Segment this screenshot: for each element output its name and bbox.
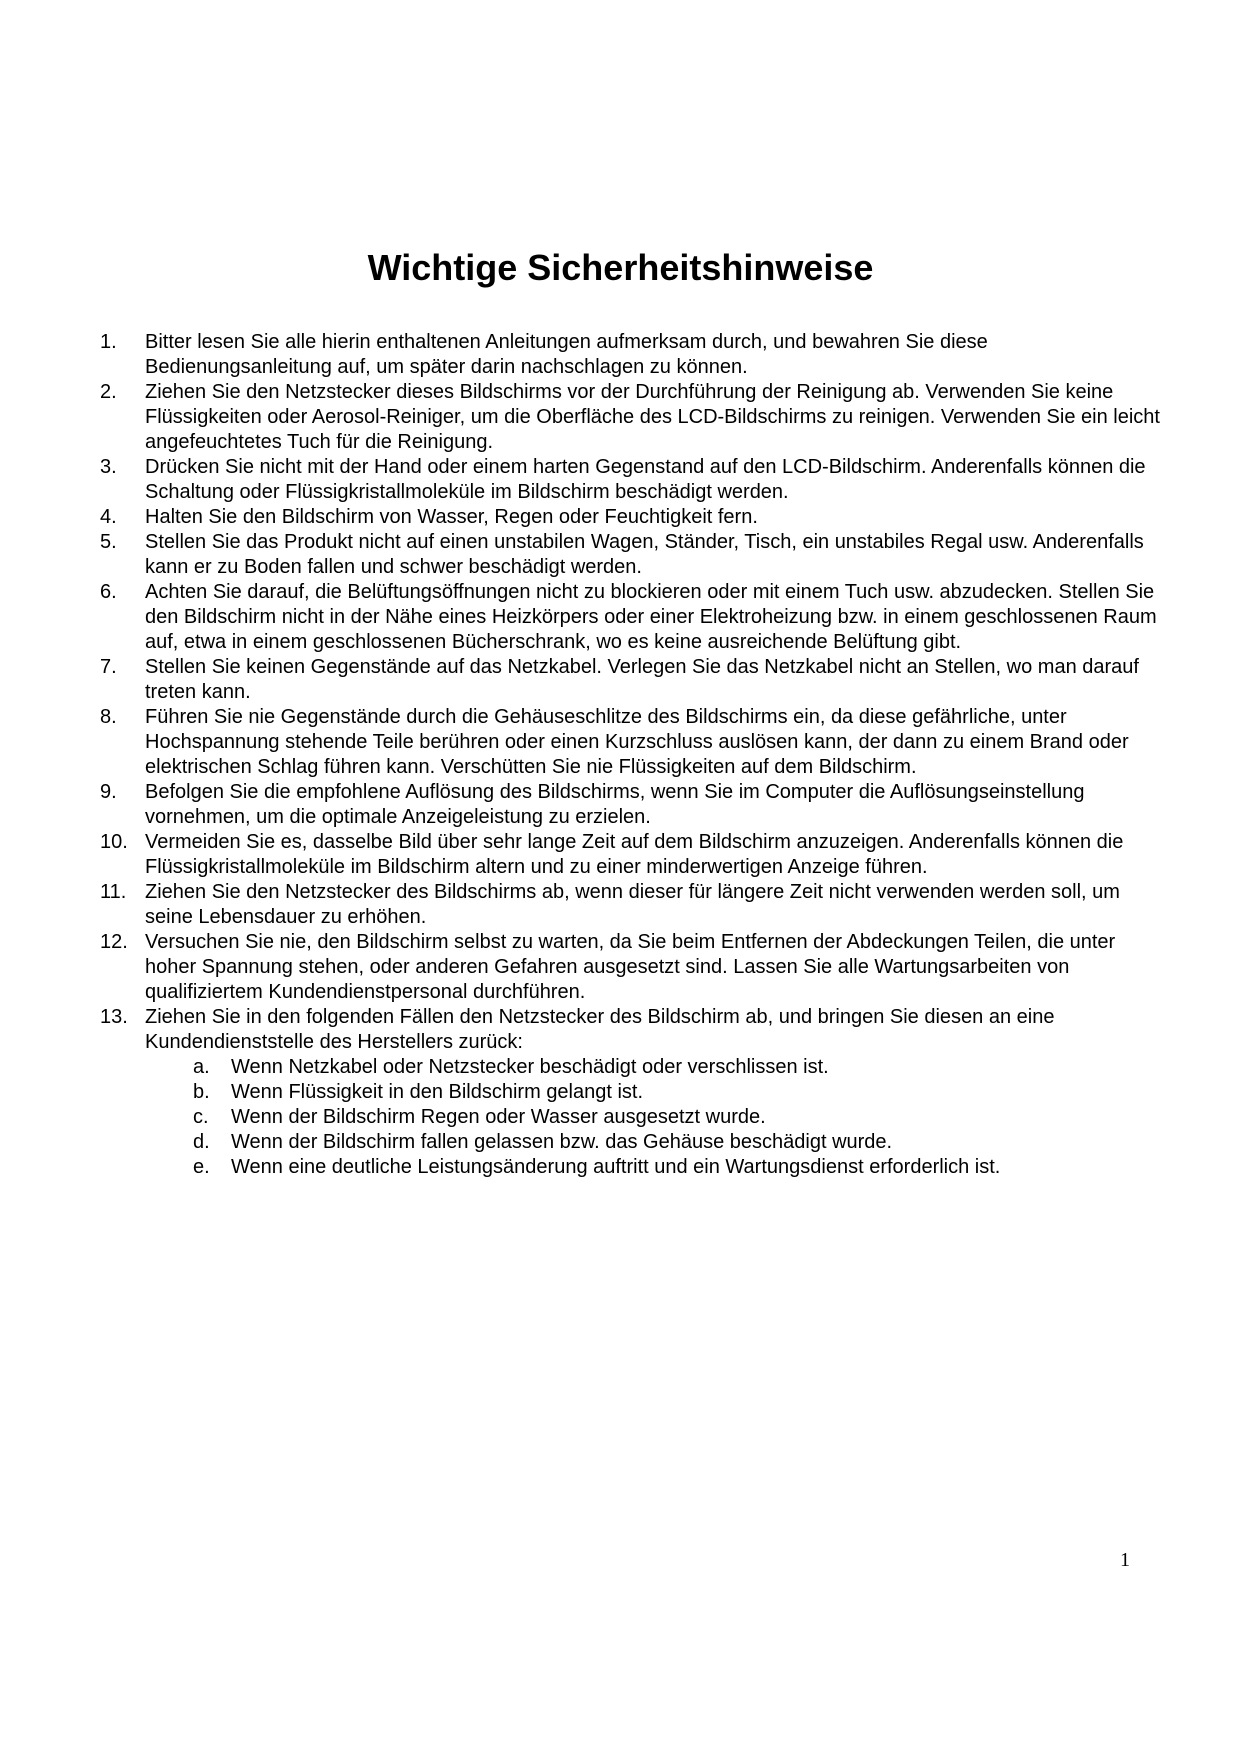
- item-number: 12.: [100, 931, 128, 953]
- page-number: 1: [1120, 1549, 1130, 1571]
- item-text: Ziehen Sie den Netzstecker des Bildschirms ab, wenn dieser für längere Zeit nicht verwenden werden soll, um seine Lebensdauer zu erhöhen.: [145, 881, 1120, 928]
- list-item: [100, 330, 1160, 380]
- sub-item-letter: d.: [193, 1131, 210, 1153]
- sub-list-item: [145, 1105, 1160, 1130]
- sub-list: [145, 1055, 1160, 1180]
- item-text: Achten Sie darauf, die Belüftungsöffnungen nicht zu blockieren oder mit einem Tuch usw. abzudecken. Stellen Sie den Bildschirm nicht in der Nähe eines Heizkörpers oder einer Elektroheizung bzw. in einem geschlossenen Raum auf, etwa in einem geschlossenen Bücherschrank, wo es keine ausreichende Belüftung gibt.: [145, 581, 1157, 653]
- item-text: Ziehen Sie in den folgenden Fällen den Netzstecker des Bildschirm ab, und bringen Sie diesen an eine Kundendienststelle des Herstellers zurück:: [145, 1006, 1055, 1053]
- sub-item-letter: a.: [193, 1056, 210, 1078]
- list-item: [100, 1005, 1160, 1180]
- item-text: Ziehen Sie den Netzstecker dieses Bildschirms vor der Durchführung der Reinigung ab. Verwenden Sie keine Flüssigkeiten oder Aerosol-Reiniger, um die Oberfläche des LCD-Bildschirms zu reinigen. Verwenden Sie ein leicht angefeuchtetes Tuch für die Reinigung.: [145, 381, 1160, 453]
- sub-list-item: [145, 1130, 1160, 1155]
- item-number: 9.: [100, 781, 117, 803]
- item-text: Drücken Sie nicht mit der Hand oder einem harten Gegenstand auf den LCD-Bildschirm. Anderenfalls können die Schaltung oder Flüssigkristallmoleküle im Bildschirm beschädigt werden.: [145, 456, 1146, 503]
- page-title: Wichtige Sicherheitshinweise: [367, 247, 874, 288]
- item-text: Versuchen Sie nie, den Bildschirm selbst zu warten, da Sie beim Entfernen der Abdeckungen Teilen, die unter hoher Spannung stehen, oder anderen Gefahren ausgesetzt sind. Lassen Sie alle Wartungsarbeiten von qualifiziertem Kundendienstpersonal durchführen.: [145, 931, 1116, 1003]
- list-item: [100, 380, 1160, 455]
- item-number: 4.: [100, 506, 117, 528]
- list-item: [100, 830, 1160, 880]
- sub-item-letter: e.: [193, 1156, 210, 1178]
- item-number: 10.: [100, 831, 128, 853]
- item-number: 11.: [100, 881, 127, 903]
- list-item: [100, 780, 1160, 830]
- sub-list-item: [145, 1155, 1160, 1180]
- item-text: Bitter lesen Sie alle hierin enthaltenen Anleitungen aufmerksam durch, und bewahren Sie diese Bedienungsanleitung auf, um später darin nachschlagen zu können.: [145, 331, 988, 378]
- list-item: [100, 880, 1160, 930]
- sub-item-letter: c.: [193, 1106, 209, 1128]
- item-text: Führen Sie nie Gegenstände durch die Gehäuseschlitze des Bildschirms ein, da diese gefährliche, unter Hochspannung stehende Teile berühren oder einen Kurzschluss auslösen kann, der dann zu einem Brand oder elektrischen Schlag führen kann. Verschütten Sie nie Flüssigkeiten auf dem Bildschirm.: [145, 706, 1129, 778]
- list-item: [100, 455, 1160, 505]
- item-number: 13.: [100, 1006, 128, 1028]
- item-text: Halten Sie den Bildschirm von Wasser, Regen oder Feuchtigkeit fern.: [145, 506, 758, 528]
- sub-item-text: Wenn eine deutliche Leistungsänderung auftritt und ein Wartungsdienst erforderlich ist.: [231, 1156, 1001, 1178]
- sub-item-text: Wenn Netzkabel oder Netzstecker beschädigt oder verschlissen ist.: [231, 1056, 829, 1078]
- sub-item-text: Wenn der Bildschirm fallen gelassen bzw. das Gehäuse beschädigt wurde.: [231, 1131, 893, 1153]
- sub-item-text: Wenn der Bildschirm Regen oder Wasser ausgesetzt wurde.: [231, 1106, 766, 1128]
- safety-instructions-list: [100, 330, 1160, 1180]
- item-number: 2.: [100, 381, 117, 403]
- list-item: [100, 930, 1160, 1005]
- item-number: 6.: [100, 581, 117, 603]
- sub-item-letter: b.: [193, 1081, 210, 1103]
- list-item: [100, 580, 1160, 655]
- sub-item-text: Wenn Flüssigkeit in den Bildschirm gelangt ist.: [231, 1081, 644, 1103]
- item-text: Stellen Sie das Produkt nicht auf einen unstabilen Wagen, Ständer, Tisch, ein unstabiles Regal usw. Anderenfalls kann er zu Boden fallen und schwer beschädigt werden.: [145, 531, 1144, 578]
- list-item: [100, 705, 1160, 780]
- item-number: 3.: [100, 456, 117, 478]
- item-number: 5.: [100, 531, 117, 553]
- item-text: Befolgen Sie die empfohlene Auflösung des Bildschirms, wenn Sie im Computer die Auflösungseinstellung vornehmen, um die optimale Anzeigeleistung zu erzielen.: [145, 781, 1085, 828]
- item-number: 8.: [100, 706, 117, 728]
- sub-list-item: [145, 1080, 1160, 1105]
- list-item: [100, 530, 1160, 580]
- list-item: [100, 505, 1160, 530]
- sub-list-item: [145, 1055, 1160, 1080]
- list-item: [100, 655, 1160, 705]
- item-text: Stellen Sie keinen Gegenstände auf das Netzkabel. Verlegen Sie das Netzkabel nicht an Stellen, wo man darauf treten kann.: [145, 656, 1139, 703]
- item-number: 7.: [100, 656, 117, 678]
- item-number: 1.: [100, 331, 117, 353]
- item-text: Vermeiden Sie es, dasselbe Bild über sehr lange Zeit auf dem Bildschirm anzuzeigen. Anderenfalls können die Flüssigkristallmoleküle im Bildschirm altern und zu einer minderwertigen Anzeige führen.: [145, 831, 1124, 878]
